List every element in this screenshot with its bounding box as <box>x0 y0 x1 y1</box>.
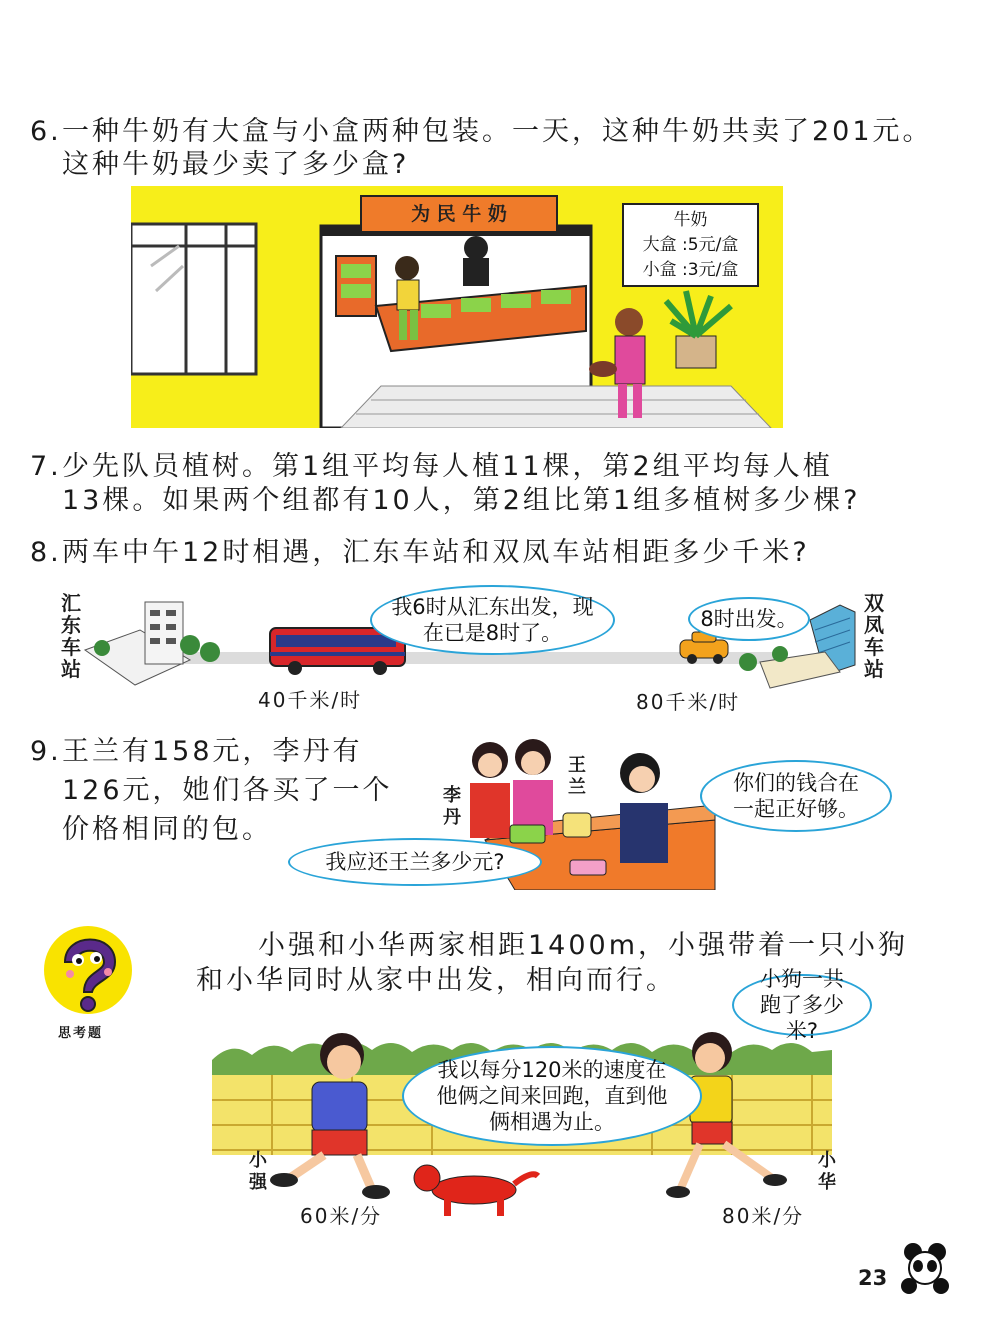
q8-number: 8. <box>30 537 62 568</box>
q9-text-line2: 126元，她们各买了一个 <box>62 775 393 806</box>
q6-text-line1: 一种牛奶有大盒与小盒两种包装。一天，这种牛奶共卖了201元。 <box>62 116 933 147</box>
name-label-wang: 王兰 <box>568 755 586 798</box>
left-station-label: 汇东车站 <box>61 591 81 681</box>
q6-text-line2: 这种牛奶最少卖了多少盒? <box>62 149 410 180</box>
milk-shop-illustration <box>131 186 783 428</box>
xiaohua-speed-label: 80米/分 <box>722 1204 805 1228</box>
thinking-question-badge <box>40 922 140 1042</box>
car-speed-label: 80千米/时 <box>636 690 741 714</box>
q9-text-line3: 价格相同的包。 <box>62 814 272 845</box>
q9-text-line1: 王兰有158元，李丹有 <box>62 736 363 767</box>
name-label-li: 李丹 <box>443 785 461 828</box>
car-speech-bubble: 8时出发。 <box>688 597 810 641</box>
page-number: 23 <box>858 1266 888 1290</box>
think-text-line1: 小强和小华两家相距1400m，小强带着一只小狗 <box>258 930 909 961</box>
price-big-box: 大盒 :5元/盒 <box>642 235 739 255</box>
q6-number: 6. <box>30 116 62 147</box>
dog-speech-bubble: 我以每分120米的速度在他俩之间来回跑，直到他俩相遇为止。 <box>402 1046 702 1146</box>
name-label-xiaoqiang: 小强 <box>249 1150 267 1193</box>
question-speech-bubble: 小狗一共跑了多少米? <box>732 974 872 1036</box>
shop-sign: 为 民 牛 奶 <box>411 203 507 225</box>
xiaoqiang-speed-label: 60米/分 <box>300 1204 383 1228</box>
seller-speech-bubble: 你们的钱合在一起正好够。 <box>700 760 892 832</box>
q7-text-line1: 少先队员植树。第1组平均每人植11棵，第2组平均每人植 <box>62 451 833 482</box>
q9-number: 9. <box>30 736 62 767</box>
q7-number: 7. <box>30 451 62 482</box>
q7-text-line2: 13棵。如果两个组都有10人，第2组比第1组多植树多少棵? <box>62 485 861 516</box>
bus-speech-bubble: 我6时从汇东出发，现在已是8时了。 <box>370 585 615 655</box>
thinking-question-label: 思考题 <box>58 1026 104 1041</box>
question-mark-icon <box>40 922 140 1017</box>
price-small-box: 小盒 :3元/盒 <box>642 260 739 280</box>
bus-speed-label: 40千米/时 <box>258 688 363 712</box>
think-text-line2: 和小华同时从家中出发，相向而行。 <box>196 965 676 996</box>
price-board-title: 牛奶 <box>673 210 708 230</box>
right-station-label: 双凤车站 <box>864 591 884 681</box>
panda-icon <box>895 1238 955 1298</box>
q8-text-line1: 两车中午12时相遇，汇东车站和双凤车站相距多少千米? <box>62 537 810 568</box>
girl-speech-bubble: 我应还王兰多少元? <box>288 838 542 886</box>
price-board <box>623 208 758 283</box>
name-label-xiaohua: 小华 <box>818 1150 836 1193</box>
